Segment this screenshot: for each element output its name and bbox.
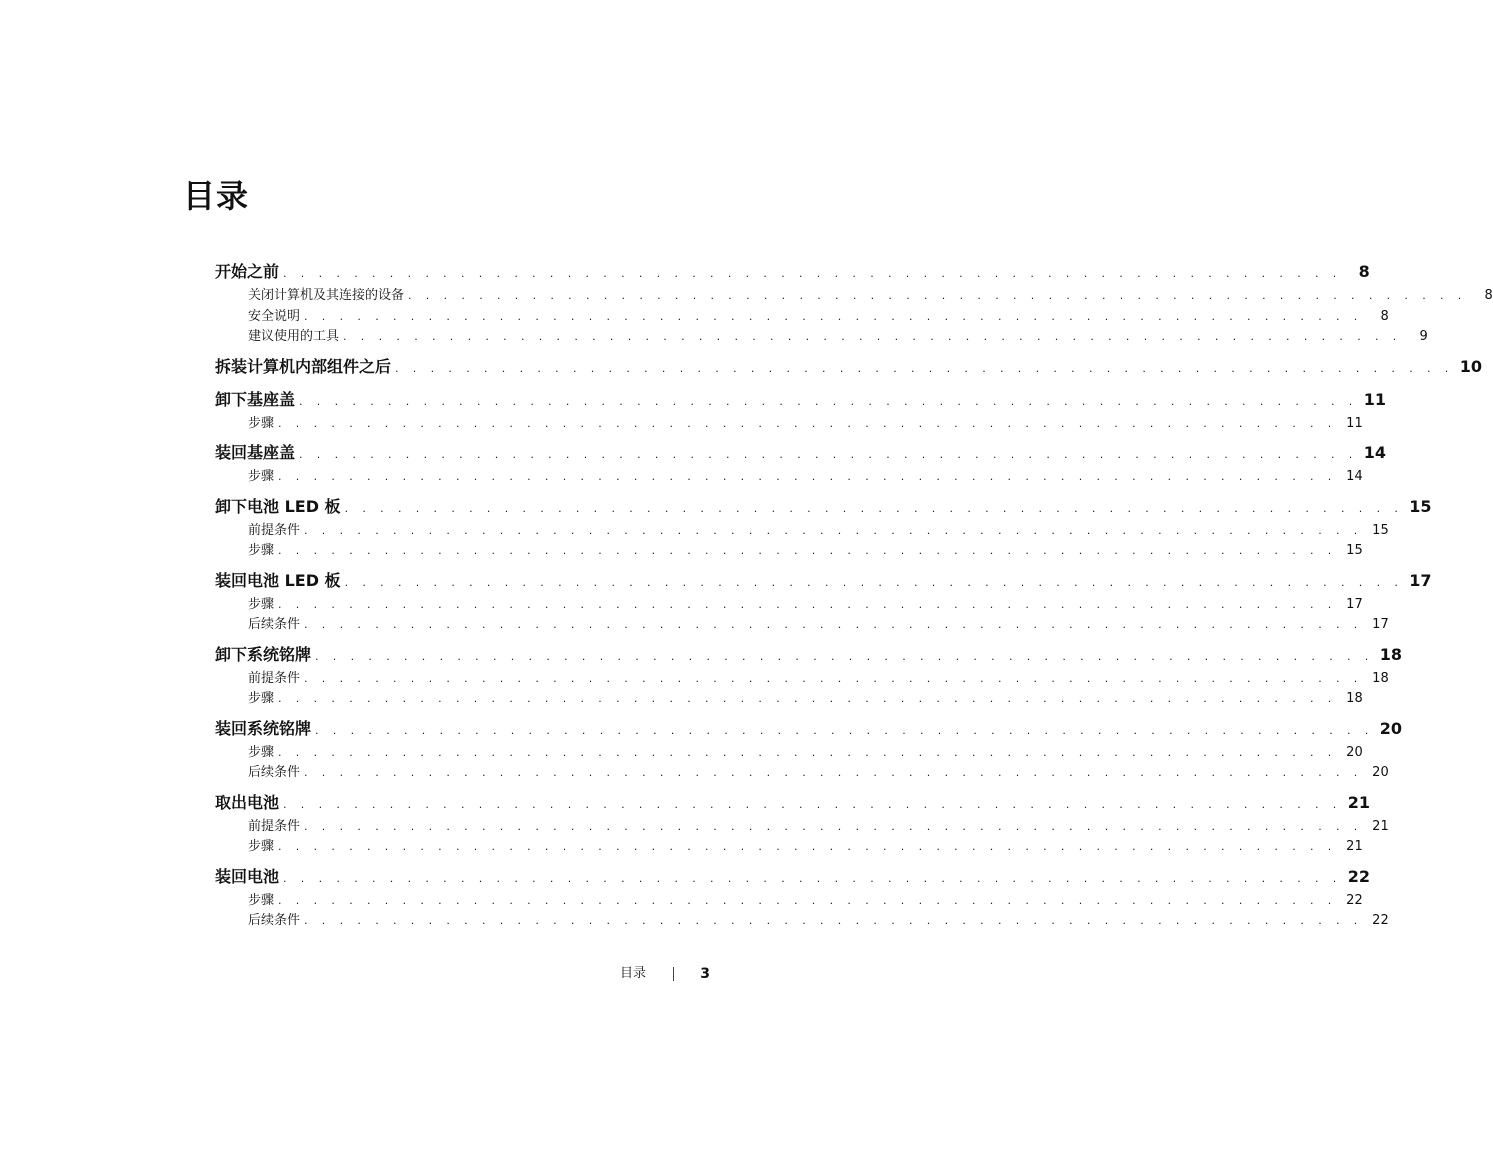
- toc-subentry[interactable]: [215, 414, 1363, 435]
- toc-subentry[interactable]: [215, 911, 1389, 932]
- toc-subentry-title: 步骤: [248, 543, 275, 558]
- toc-entry-page: 17: [1409, 570, 1432, 590]
- toc-subentry-page: 20: [1372, 765, 1389, 780]
- table-of-contents: [215, 258, 1493, 932]
- toc-entry[interactable]: [215, 258, 1370, 286]
- toc-subentry-page: 21: [1372, 818, 1389, 834]
- toc-entry-title: 卸下系统铭牌: [215, 644, 312, 664]
- dot-leader: . . . . . . . . . . . . . . . . . . . . . . . . . . . . . . . . . . . . . . . . . . . . . . . . . . . . . . . . . . . .: [304, 523, 1363, 537]
- page-title: 目录: [183, 177, 250, 215]
- toc-subentry[interactable]: [215, 743, 1363, 764]
- dot-leader: . . . . . . . . . . . . . . . . . . . . . . . . . . . . . . . . . . . . . . . . . . . . . . . . . . . . . . . . . . . .: [408, 289, 1467, 302]
- toc-entry-title: 装回基座盖: [215, 443, 296, 462]
- dot-leader: . . . . . . . . . . . . . . . . . . . . . . . . . . . . . . . . . . . . . . . . . . . . . . . . . . . . . . . . . . . .: [299, 448, 1358, 461]
- dot-leader: . . . . . . . . . . . . . . . . . . . . . . . . . . . . . . . . . . . . . . . . . . . . . . . . . . . . . . . . . . . .: [344, 501, 1404, 515]
- toc-entry-page: 15: [1409, 496, 1432, 516]
- dot-leader: . . . . . . . . . . . . . . . . . . . . . . . . . . . . . . . . . . . . . . . . . . . . . . . . . . . . . . . . . . . .: [344, 575, 1404, 589]
- toc-subentry-title: 步骤: [248, 744, 275, 760]
- toc-subentry-title: 关闭计算机及其连接的设备: [248, 288, 405, 303]
- toc-subentry[interactable]: [215, 541, 1363, 562]
- toc-subentry[interactable]: [215, 307, 1389, 328]
- toc-subentry-title: 后续条件: [248, 913, 301, 928]
- dot-leader: . . . . . . . . . . . . . . . . . . . . . . . . . . . . . . . . . . . . . . . . . . . . . . . . . . . . . . . . . . . .: [278, 745, 1337, 759]
- toc-subentry-page: 17: [1372, 617, 1389, 632]
- toc-entry-page: 18: [1379, 644, 1402, 664]
- toc-entry[interactable]: [215, 789, 1370, 817]
- toc-subentry-title: 前提条件: [248, 522, 301, 538]
- toc-subentry-page: 8: [1484, 288, 1493, 303]
- toc-subentry-title: 后续条件: [248, 617, 301, 632]
- dot-leader: . . . . . . . . . . . . . . . . . . . . . . . . . . . . . . . . . . . . . . . . . . . . . . . . . . . . . . . . . . . .: [304, 766, 1363, 779]
- dot-leader: . . . . . . . . . . . . . . . . . . . . . . . . . . . . . . . . . . . . . . . . . . . . . . . . . . . . . . . . . . . .: [278, 544, 1337, 557]
- toc-subentry[interactable]: [215, 763, 1389, 784]
- toc-entry-page: 22: [1347, 866, 1370, 886]
- toc-subentry[interactable]: [215, 891, 1363, 912]
- toc-subentry-title: 步骤: [248, 892, 275, 908]
- toc-entry-page: 10: [1459, 356, 1482, 376]
- footer-label: 目录: [620, 966, 647, 981]
- toc-subentry-page: 21: [1346, 839, 1363, 854]
- dot-leader: . . . . . . . . . . . . . . . . . . . . . . . . . . . . . . . . . . . . . . . . . . . . . . . . . . . . . . . . . . . .: [278, 597, 1337, 611]
- toc-subentry-page: 15: [1372, 522, 1389, 538]
- toc-subentry-title: 前提条件: [248, 670, 301, 686]
- toc-entry[interactable]: [215, 353, 1482, 381]
- toc-subentry[interactable]: [215, 669, 1389, 690]
- toc-entry-title: 装回电池 LED 板: [215, 570, 341, 590]
- toc-subentry-page: 17: [1346, 596, 1363, 612]
- dot-leader: . . . . . . . . . . . . . . . . . . . . . . . . . . . . . . . . . . . . . . . . . . . . . . . . . . . . . . . . . . . .: [278, 692, 1337, 705]
- toc-subentry-page: 9: [1419, 329, 1428, 344]
- toc-subentry-title: 建议使用的工具: [248, 329, 340, 344]
- toc-subentry[interactable]: [215, 595, 1363, 616]
- dot-leader: . . . . . . . . . . . . . . . . . . . . . . . . . . . . . . . . . . . . . . . . . . . . . . . . . . . . . . . . . . . .: [304, 618, 1363, 631]
- toc-subentry-page: 11: [1346, 415, 1363, 431]
- toc-section: [215, 789, 1389, 858]
- toc-entry-title: 开始之前: [215, 262, 280, 281]
- toc-entry-page: 21: [1347, 792, 1370, 812]
- toc-subentry[interactable]: [215, 817, 1389, 838]
- toc-subentry-title: 步骤: [248, 469, 275, 484]
- toc-entry[interactable]: [215, 863, 1370, 891]
- dot-leader: . . . . . . . . . . . . . . . . . . . . . . . . . . . . . . . . . . . . . . . . . . . . . . . . . . . . . . . . . . . .: [299, 394, 1358, 408]
- dot-leader: . . . . . . . . . . . . . . . . . . . . . . . . . . . . . . . . . . . . . . . . . . . . . . . . . . . . . . . . . . . .: [283, 797, 1342, 811]
- toc-section: [215, 353, 1482, 381]
- footer-page-number: 3: [700, 966, 710, 982]
- toc-entry-page: 8: [1358, 262, 1370, 281]
- toc-subentry-page: 8: [1380, 308, 1389, 324]
- toc-section: [215, 386, 1386, 435]
- dot-leader: . . . . . . . . . . . . . . . . . . . . . . . . . . . . . . . . . . . . . . . . . . . . . . . . . . . . . . . . . . . .: [278, 893, 1337, 907]
- toc-entry[interactable]: [215, 715, 1402, 743]
- toc-subentry-page: 18: [1346, 691, 1363, 706]
- toc-entry-page: 20: [1379, 718, 1402, 738]
- toc-subentry-title: 步骤: [248, 691, 275, 706]
- toc-subentry-title: 步骤: [248, 839, 275, 854]
- dot-leader: . . . . . . . . . . . . . . . . . . . . . . . . . . . . . . . . . . . . . . . . . . . . . . . . . . . . . . . . . . . .: [283, 871, 1342, 885]
- toc-entry[interactable]: [215, 567, 1432, 595]
- toc-entry-title: 取出电池: [215, 792, 280, 812]
- dot-leader: . . . . . . . . . . . . . . . . . . . . . . . . . . . . . . . . . . . . . . . . . . . . . . . . . . . . . . . . . . . .: [395, 361, 1454, 375]
- toc-section: [215, 493, 1432, 562]
- dot-leader: . . . . . . . . . . . . . . . . . . . . . . . . . . . . . . . . . . . . . . . . . . . . . . . . . . . . . . . . . . . .: [304, 819, 1363, 833]
- toc-entry-title: 装回电池: [215, 866, 280, 886]
- toc-subentry-title: 安全说明: [248, 308, 301, 324]
- footer-divider: [673, 967, 674, 981]
- toc-subentry-page: 22: [1346, 892, 1363, 908]
- toc-subentry[interactable]: [215, 327, 1428, 348]
- page-footer: [620, 964, 712, 984]
- toc-section: [215, 567, 1432, 636]
- toc-subentry-title: 后续条件: [248, 765, 301, 780]
- toc-section: [215, 715, 1402, 784]
- toc-subentry[interactable]: [215, 837, 1363, 858]
- toc-subentry-page: 20: [1346, 744, 1363, 760]
- toc-section: [215, 258, 1493, 348]
- dot-leader: . . . . . . . . . . . . . . . . . . . . . . . . . . . . . . . . . . . . . . . . . . . . . . . . . . . . . . . . . . . .: [278, 416, 1337, 430]
- dot-leader: . . . . . . . . . . . . . . . . . . . . . . . . . . . . . . . . . . . . . . . . . . . . . . . . . . . . . . . . . . . .: [304, 671, 1363, 685]
- toc-entry-title: 装回系统铭牌: [215, 718, 312, 738]
- toc-subentry-page: 15: [1346, 543, 1363, 558]
- toc-entry[interactable]: [215, 493, 1432, 521]
- toc-entry-page: 11: [1363, 389, 1386, 409]
- dot-leader: . . . . . . . . . . . . . . . . . . . . . . . . . . . . . . . . . . . . . . . . . . . . . . . . . . . . . . . . . . . .: [315, 723, 1374, 737]
- toc-entry-title: 拆装计算机内部组件之后: [215, 356, 392, 376]
- toc-subentry[interactable]: [215, 689, 1363, 710]
- toc-subentry-page: 14: [1346, 469, 1363, 484]
- dot-leader: . . . . . . . . . . . . . . . . . . . . . . . . . . . . . . . . . . . . . . . . . . . . . . . . . . . . . . . . . . . .: [278, 840, 1337, 853]
- toc-subentry[interactable]: [215, 286, 1493, 307]
- dot-leader: . . . . . . . . . . . . . . . . . . . . . . . . . . . . . . . . . . . . . . . . . . . . . . . . . . . . . . . . . . . .: [304, 914, 1363, 927]
- toc-entry-page: 14: [1363, 443, 1386, 462]
- toc-section: [215, 641, 1402, 710]
- toc-entry[interactable]: [215, 641, 1402, 669]
- toc-entry[interactable]: [215, 386, 1386, 414]
- toc-section: [215, 863, 1389, 932]
- toc-section: [215, 439, 1386, 488]
- toc-subentry-title: 前提条件: [248, 818, 301, 834]
- toc-subentry[interactable]: [215, 521, 1389, 542]
- toc-entry-title: 卸下基座盖: [215, 389, 296, 409]
- dot-leader: . . . . . . . . . . . . . . . . . . . . . . . . . . . . . . . . . . . . . . . . . . . . . . . . . . . . . . . . . . . .: [343, 330, 1402, 343]
- toc-subentry-title: 步骤: [248, 415, 275, 431]
- dot-leader: . . . . . . . . . . . . . . . . . . . . . . . . . . . . . . . . . . . . . . . . . . . . . . . . . . . . . . . . . . . .: [283, 267, 1342, 280]
- dot-leader: . . . . . . . . . . . . . . . . . . . . . . . . . . . . . . . . . . . . . . . . . . . . . . . . . . . . . . . . . . . .: [315, 649, 1374, 663]
- toc-subentry-title: 步骤: [248, 596, 275, 612]
- toc-subentry[interactable]: [215, 615, 1389, 636]
- toc-subentry-page: 18: [1372, 670, 1389, 686]
- toc-subentry-page: 22: [1372, 913, 1389, 928]
- toc-entry-title: 卸下电池 LED 板: [215, 496, 341, 516]
- toc-subentry[interactable]: [215, 467, 1363, 488]
- dot-leader: . . . . . . . . . . . . . . . . . . . . . . . . . . . . . . . . . . . . . . . . . . . . . . . . . . . . . . . . . . . .: [304, 309, 1363, 323]
- toc-entry[interactable]: [215, 439, 1386, 467]
- dot-leader: . . . . . . . . . . . . . . . . . . . . . . . . . . . . . . . . . . . . . . . . . . . . . . . . . . . . . . . . . . . .: [278, 470, 1337, 483]
